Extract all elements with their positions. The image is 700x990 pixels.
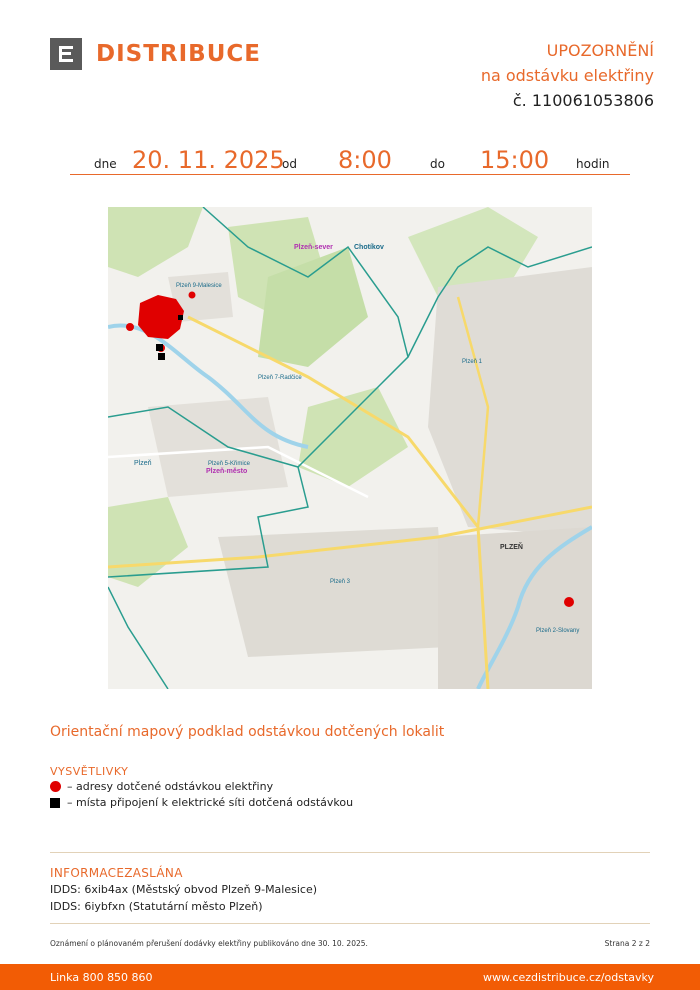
- map-label-plzen1: Plzeň 1: [462, 359, 483, 365]
- map-caption: Orientační mapový podklad odstávkou dotčených lokalit: [50, 724, 445, 740]
- map-label-plzen-sever: Plzeň-sever: [294, 244, 333, 251]
- legend-black-square-row: [50, 796, 353, 809]
- district-boundary: [108, 587, 168, 689]
- outage-address-dot: [189, 292, 196, 299]
- map-label-plzen: Plzeň: [134, 460, 152, 467]
- to-label: do: [430, 157, 445, 171]
- red-dot-icon: [50, 781, 61, 792]
- map-label-chotikov: Chotíkov: [354, 244, 384, 251]
- notice-title: UPOZORNĚNÍ: [546, 41, 654, 60]
- date-prefix: dne: [94, 157, 117, 171]
- outage-address-dot: [126, 323, 134, 331]
- map-label-krimice: Plzeň 5-Křimice: [208, 461, 251, 467]
- urban-area: [218, 527, 448, 657]
- footer-bar: [0, 964, 700, 990]
- legend-red-dot-text: – adresy dotčené odstávkou elektřiny: [67, 780, 274, 793]
- urban-area: [438, 527, 592, 689]
- legend-title: VYSVĚTLIVKY: [50, 765, 129, 778]
- legend-black-square-text: – místa připojení k elektrické síti dotčená odstávkou: [67, 796, 354, 809]
- footer-web-link[interactable]: www.cezdistribuce.cz/odstavky: [482, 971, 654, 984]
- map-svg: [108, 207, 592, 689]
- cez-logo-icon: [50, 38, 82, 70]
- company-logo: [50, 38, 261, 70]
- info-line-2: IDDS: 6iybfxn (Statutární město Plzeň): [50, 900, 263, 913]
- from-label: od: [282, 157, 297, 171]
- map-label-slovany: Plzeň 2-Slovany: [536, 628, 580, 634]
- outage-address-dot: [564, 597, 574, 607]
- outage-area: [138, 295, 184, 339]
- to-time: 15:00: [480, 146, 550, 174]
- divider: [50, 852, 650, 853]
- from-time: 8:00: [338, 146, 392, 174]
- hours-unit: hodin: [576, 157, 610, 171]
- outage-map[interactable]: [108, 207, 592, 689]
- connection-point-square: [178, 315, 183, 320]
- page-number: Strana 2 z 2: [604, 939, 650, 948]
- map-label-radcice: Plzeň 7-Radčice: [258, 375, 302, 381]
- info-line-1: IDDS: 6xib4ax (Městský obvod Plzeň 9-Malesice): [50, 883, 318, 896]
- outage-date-row: [70, 146, 630, 175]
- map-label-plzen-mesto: Plzeň-město: [206, 468, 248, 475]
- forest-area: [298, 387, 408, 487]
- notice-subtitle: na odstávku elektřiny: [480, 66, 654, 85]
- notice-number: č. 110061053806: [512, 91, 654, 110]
- notice-header: [481, 38, 654, 113]
- legend-red-dot-row: [50, 780, 273, 793]
- map-label-plzen3: Plzeň 3: [330, 579, 351, 585]
- footer-phone[interactable]: Linka 800 850 860: [50, 971, 153, 984]
- connection-point-square: [156, 344, 163, 351]
- divider: [50, 923, 650, 924]
- info-title: INFORMACEZASLÁNA: [50, 866, 183, 880]
- forest-area: [108, 207, 203, 277]
- publication-note: Oznámení o plánovaném přerušení dodávky elektřiny publikováno dne 30. 10. 2025.: [50, 939, 368, 948]
- brand-name: DISTRIBUCE: [96, 41, 261, 67]
- connection-point-square: [158, 353, 165, 360]
- outage-date: 20. 11. 2025: [132, 146, 285, 174]
- map-label-plzen-center: PLZEŇ: [500, 544, 523, 551]
- black-square-icon: [50, 798, 60, 808]
- map-label-malesice: Plzeň 9-Malesice: [176, 283, 222, 289]
